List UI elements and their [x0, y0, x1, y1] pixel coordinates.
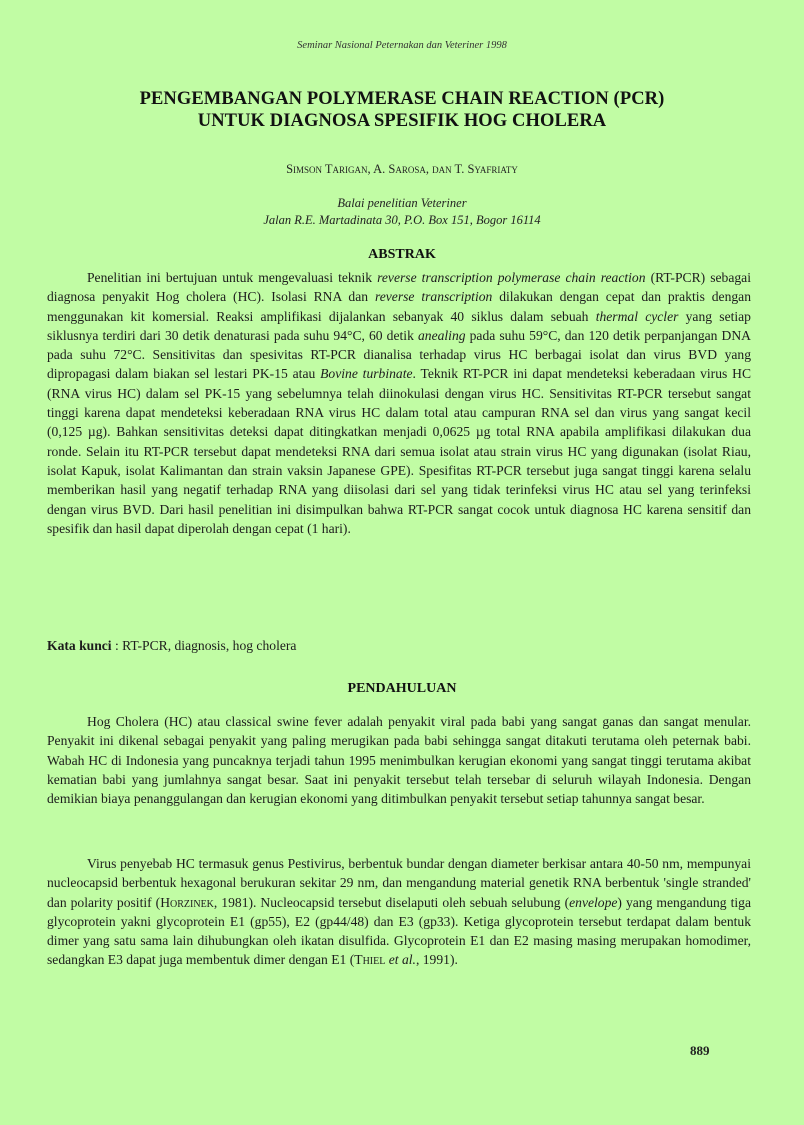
introduction-paragraph-1: Hog Cholera (HC) atau classical swine fever adalah penyakit viral pada babi yang sangat ganas dan sangat menular. Penyakit ini dikenal sebagai penyakit yang paling merugikan pada babi sehingga sangat ditakuti terutama oleh peternak babi. Wabah HC di Indonesia yang puncaknya terjadi tahun 1995 menimbulkan kerugian ekonomi yang sangat tinggi terutama akibat kematian babi yang jumlahnya sangat besar. Saat ini penyakit tersebut telah tersebar di seluruh wilayah Indonesia. Dengan demikian biaya penanggulangan dan kerugian ekonomi yang ditimbulkan penyakit tersebut setiap tahunnya sangat besar.	[47, 714, 751, 807]
citation-author: Horzinek	[160, 894, 214, 910]
italic-term: envelope	[569, 894, 618, 910]
keywords-label: Kata kunci	[47, 638, 112, 653]
text-segment: Virus penyebab HC termasuk genus Pestivirus, berbentuk bundar dengan diameter berkisar antara 40-50 nm, mempunyai nucleocapsid berbentuk hexagonal berukuran sekitar 29 nm, dan mengandung material genetik RNA berbentuk 'single stranded' dan polarity positif (	[47, 856, 751, 910]
citation-author: Thiel	[354, 952, 386, 968]
abstract-heading: ABSTRAK	[368, 247, 436, 262]
keywords	[47, 638, 296, 654]
text-segment: (RT-PCR) sebagai diagnosa penyakit Hog cholera (HC). Isolasi RNA dan	[47, 270, 751, 305]
abstract-paragraph	[47, 268, 751, 538]
institution: Balai penelitian Veteriner	[337, 196, 467, 210]
page-number: 889	[690, 1043, 710, 1058]
italic-term: et al.	[388, 952, 416, 968]
address: Jalan R.E. Martadinata 30, P.O. Box 151, Bogor 16114	[263, 213, 541, 227]
italic-term: thermal cycler	[595, 308, 679, 324]
italic-term: Bovine turbinate	[320, 366, 413, 382]
title-line-1: PENGEMBANGAN POLYMERASE CHAIN REACTION (PCR)	[139, 89, 665, 109]
keywords-value: RT-PCR, diagnosis, hog cholera	[122, 638, 297, 653]
text-segment: yang setiap siklusnya terdiri dari 30 detik denaturasi pada suhu 94°C, 60 detik	[47, 308, 751, 343]
italic-term: reverse transcription	[374, 289, 493, 305]
affiliation	[0, 195, 804, 229]
text-segment: Penelitian ini bertujuan untuk mengevaluasi teknik	[87, 270, 378, 285]
text-segment: , 1981). Nucleocapsid tersebut diselaputi oleh sebuah selubung (	[213, 894, 570, 910]
title-line-2: UNTUK DIAGNOSA SPESIFIK HOG CHOLERA	[197, 111, 607, 131]
authors: Simson Tarigan, A. Sarosa, dan T. Syafriaty	[286, 162, 518, 176]
running-header: Seminar Nasional Peternakan dan Veteriner 1998	[297, 40, 507, 51]
text-segment: dilakukan dengan cepat dan praktis dengan menggunakan kit komersial. Reaksi amplifikasi dijalankan sebanyak 40 siklus dalam sebuah	[47, 289, 751, 324]
text-segment: ) yang mengandung tiga glycoprotein yakni glycoprotein E1 (gp55), E2 (gp44/48) dan E3 (gp33). Ketiga glycoprotein tersebut terdapat dalam bentuk dimer yang satu sama lain dihubungkan oleh ikatan disulfida. Glycoprotein E1 dan E2 masing masing merupakan homodimer, sedangkan E3 dapat juga membentuk dimer dengan E1 (	[47, 894, 751, 968]
keywords-separator: :	[111, 638, 123, 653]
introduction-paragraph-2	[47, 854, 751, 970]
text-segment: . Teknik RT-PCR ini dapat mendeteksi keberadaan virus HC (RNA virus HC) dalam sel PK-15 yang sebelumnya telah diinokulasi dengan virus HC. Sensitivitas RT-PCR tersebut sangat tinggi karena dapat mendeteksi keberadaan RNA virus HC dalam total atau campuran RNA sel dan virus yang sangat kecil (0,125 µg). Bahkan sensitivitas deteksi dapat ditingkatkan menjadi 0,0625 µg total RNA apabila amplifikasi dilakukan dua ronde. Selain itu RT-PCR tersebut dapat mendeteksi RNA dari semua isolat atau strain virus HC yang digunakan (isolat Riau, isolat Kapuk, isolat Kalimantan dan strain vaksin Japanese GPE). Spesifitas RT-PCR tersebut juga sangat tinggi karena selalu memberikan hasil yang negatif terhadap RNA yang diisolasi dari sel yang tidak terinfeksi virus HC atau sel yang terinfeksi dengan virus BVD. Dari hasil penelitian ini disimpulkan bahwa RT-PCR sangat cocok untuk diagnosa HC karena sensitif dan spesifik dan hasil dapat diperolah dengan cepat (1 hari).	[47, 366, 752, 536]
introduction-heading: PENDAHULUAN	[347, 681, 457, 696]
italic-term: reverse transcription polymerase chain reaction	[377, 270, 646, 285]
text-segment: pada suhu 59°C, dan 120 detik perpanjangan DNA pada suhu 72°C. Sensitivitas dan spesivitas RT-PCR dianalisa terhadap virus HC berbagai isolat dan virus BVD yang dipropagasi dalam biakan sel lestari PK-15 atau	[47, 327, 751, 382]
text-segment: , 1991).	[415, 952, 458, 968]
italic-term: anealing	[417, 327, 466, 343]
paper-title	[0, 88, 804, 132]
